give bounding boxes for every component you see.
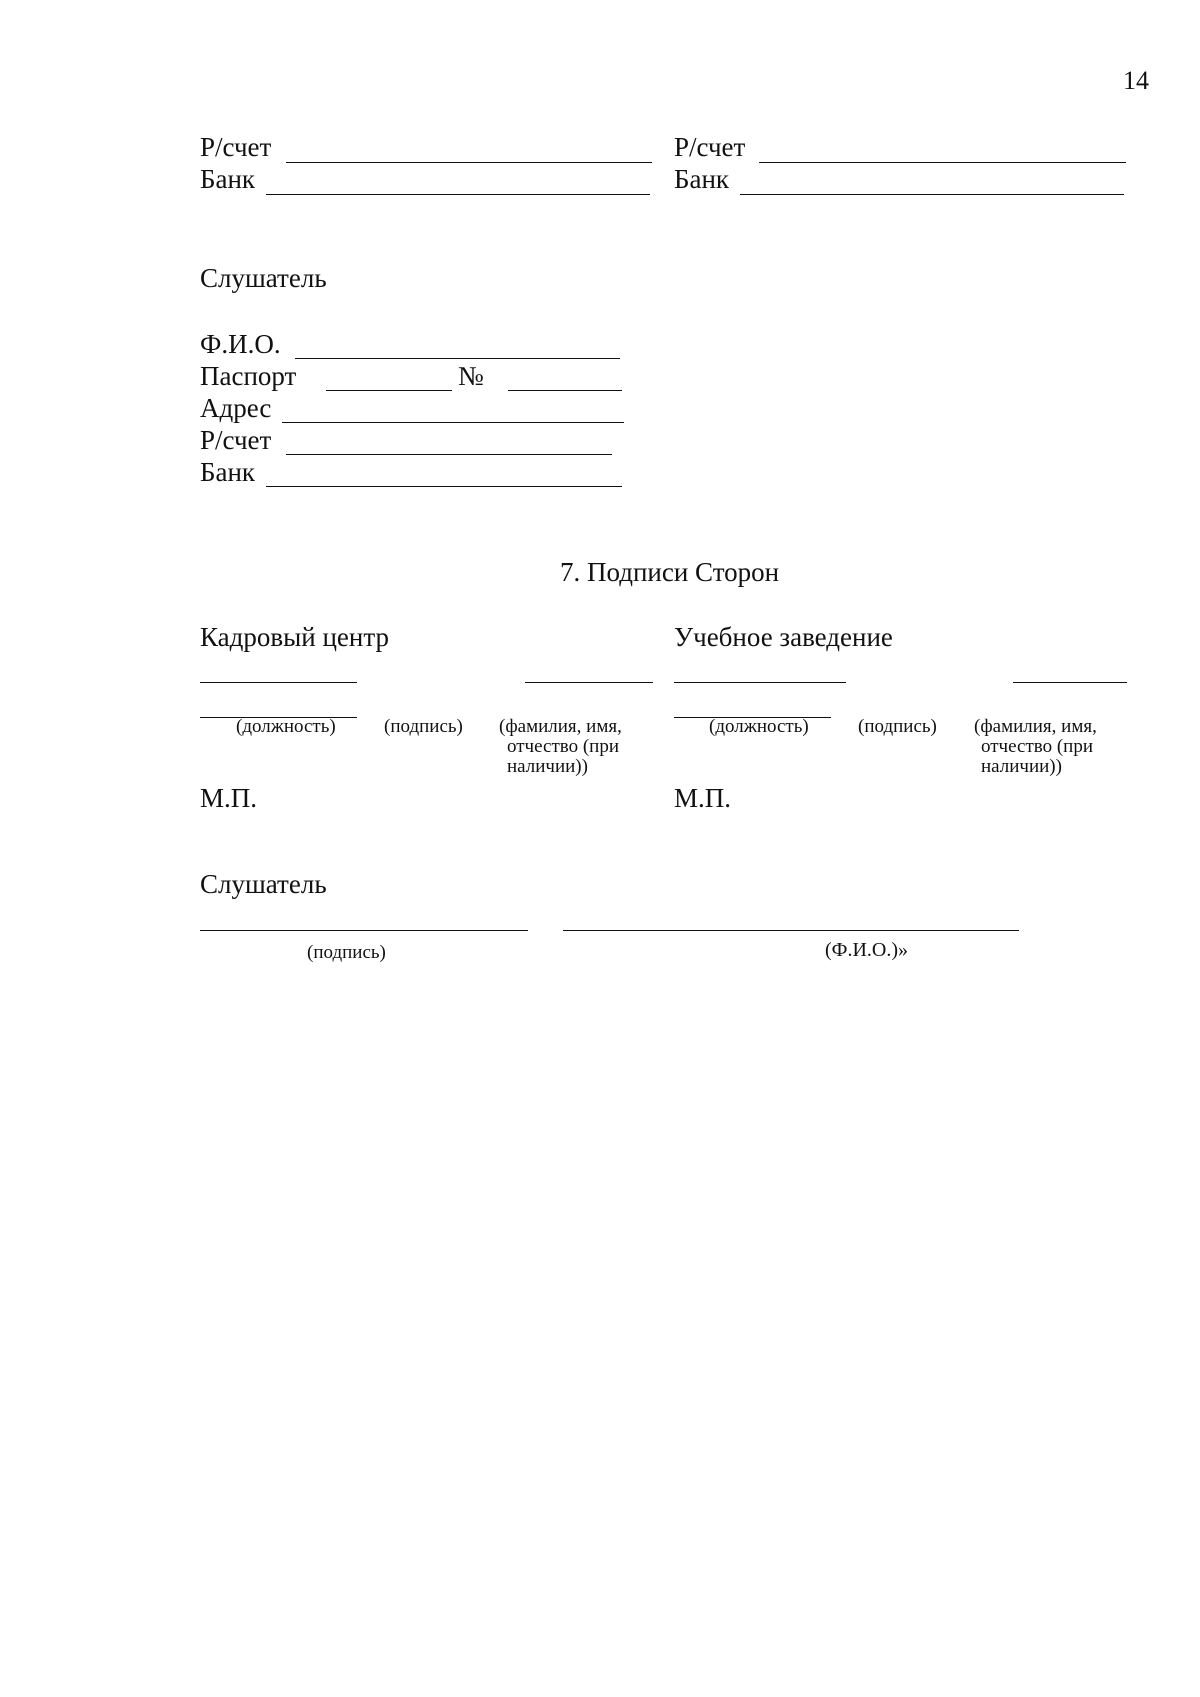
center-fullname-caption-2: отчество (при (507, 736, 620, 757)
student-account-label: Р/счет (200, 425, 272, 455)
school-position-caption: (должность) (709, 716, 809, 737)
student-bank-label: Банк (200, 457, 256, 487)
center-fullname-line (525, 682, 653, 683)
student-signature-heading: Слушатель (200, 869, 327, 899)
school-position-line (674, 682, 846, 683)
right-account-line (759, 162, 1126, 163)
school-signature-caption: (подпись) (858, 716, 937, 737)
center-heading: Кадровый центр (200, 622, 389, 652)
school-fullname-caption-3: наличии)) (981, 756, 1062, 777)
right-bank-line (740, 194, 1124, 195)
fio-line (295, 358, 620, 359)
center-position-line (200, 682, 357, 683)
passport-number-line (508, 390, 622, 391)
left-account-label: Р/счет (200, 132, 272, 162)
student-fio-caption: (Ф.И.О.)» (825, 939, 909, 961)
student-account-line (286, 454, 612, 455)
left-bank-line (266, 194, 650, 195)
right-account-label: Р/счет (674, 132, 746, 162)
right-bank-label: Банк (674, 164, 730, 194)
student-fio-line (563, 930, 1019, 931)
center-position-caption: (должность) (236, 716, 336, 737)
center-fullname-caption-1: (фамилия, имя, (499, 716, 622, 737)
fio-label: Ф.И.О. (200, 329, 281, 359)
address-label: Адрес (200, 393, 272, 423)
center-signature-caption: (подпись) (384, 716, 463, 737)
student-bank-line (266, 486, 622, 487)
center-fullname-caption-3: наличии)) (507, 756, 588, 777)
page-number: 14 (1123, 66, 1149, 95)
student-heading: Слушатель (200, 263, 327, 293)
left-bank-label: Банк (200, 164, 256, 194)
school-fullname-line (1013, 682, 1127, 683)
address-line (282, 422, 624, 423)
left-account-line (286, 162, 652, 163)
school-heading: Учебное заведение (674, 622, 893, 652)
passport-series-line (326, 390, 452, 391)
student-signature-caption: (подпись) (307, 942, 386, 963)
student-signature-line (200, 930, 528, 931)
school-stamp: М.П. (674, 783, 732, 813)
center-stamp: М.П. (200, 783, 258, 813)
school-fullname-caption-1: (фамилия, имя, (974, 716, 1097, 737)
passport-label: Паспорт (200, 361, 297, 391)
number-sign: № (458, 361, 484, 391)
section-title: 7. Подписи Сторон (560, 557, 780, 587)
school-fullname-caption-2: отчество (при (981, 736, 1094, 757)
